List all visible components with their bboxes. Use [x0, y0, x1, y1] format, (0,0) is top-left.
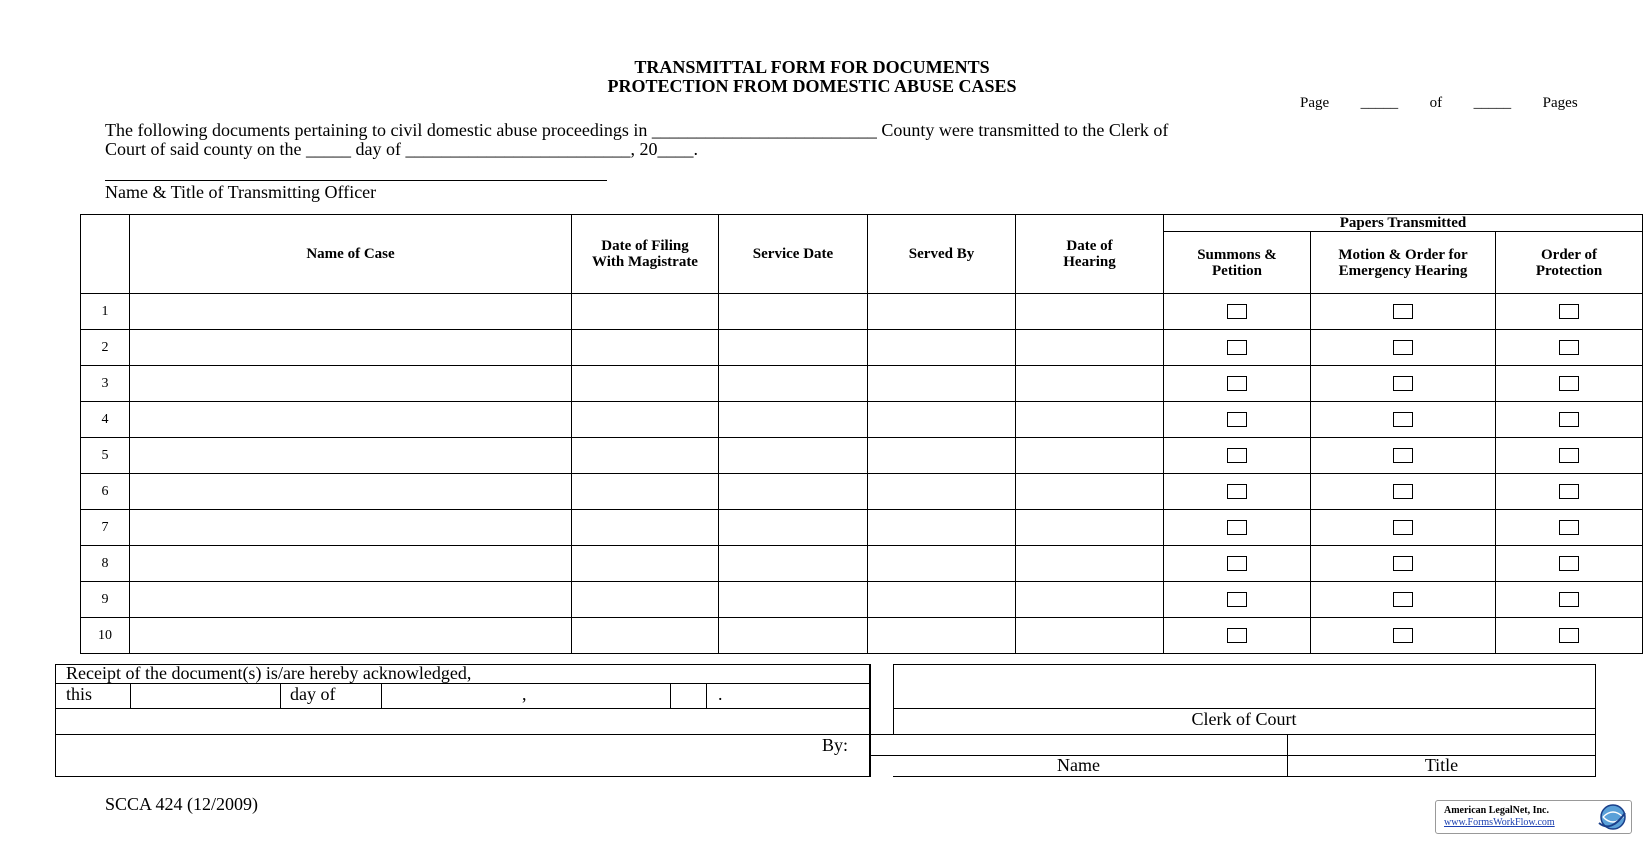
summons-petition-checkbox[interactable]: [1227, 376, 1247, 391]
filing-date-cell[interactable]: [572, 438, 719, 474]
table-row: [81, 618, 1643, 654]
hearing-date-cell[interactable]: [1016, 294, 1164, 330]
summons-petition-checkbox-cell: [1164, 366, 1311, 402]
row-number: 5: [81, 438, 130, 474]
motion-order-checkbox-cell: [1311, 582, 1496, 618]
motion-order-checkbox-cell: [1311, 294, 1496, 330]
motion-order-checkbox-cell: [1311, 510, 1496, 546]
filing-date-cell[interactable]: [572, 546, 719, 582]
motion-order-checkbox[interactable]: [1393, 376, 1413, 391]
order-of-protection-checkbox-cell: [1496, 618, 1643, 654]
row-number: 7: [81, 510, 130, 546]
service-date-cell[interactable]: [719, 294, 868, 330]
case-name-cell[interactable]: [130, 510, 572, 546]
summons-petition-checkbox-cell: [1164, 582, 1311, 618]
case-name-cell[interactable]: [130, 330, 572, 366]
transmittal-table: [80, 214, 1643, 654]
table-row: [81, 546, 1643, 582]
total-pages-blank[interactable]: _____: [1473, 95, 1512, 111]
served-by-cell[interactable]: [868, 294, 1016, 330]
order-of-protection-checkbox[interactable]: [1559, 628, 1579, 643]
service-date-cell[interactable]: [719, 546, 868, 582]
motion-order-checkbox[interactable]: [1393, 304, 1413, 319]
table-row: [81, 366, 1643, 402]
motion-order-checkbox-cell: [1311, 438, 1496, 474]
receipt-year-field[interactable]: [671, 684, 705, 708]
hearing-date-cell[interactable]: [1016, 582, 1164, 618]
papers-transmitted-header: Papers Transmitted: [1164, 215, 1643, 232]
summons-petition-checkbox-cell: [1164, 438, 1311, 474]
page-label: Page: [1300, 95, 1330, 111]
row-number: 6: [81, 474, 130, 510]
served-by-cell[interactable]: [868, 474, 1016, 510]
officer-signature-line[interactable]: [105, 180, 607, 181]
served-by-cell[interactable]: [868, 546, 1016, 582]
summons-petition-checkbox-cell: [1164, 510, 1311, 546]
day-of-label: day of: [290, 684, 336, 704]
service-date-cell[interactable]: [719, 510, 868, 546]
case-name-cell[interactable]: [130, 366, 572, 402]
row-number: 2: [81, 330, 130, 366]
form-id: SCCA 424 (12/2009): [105, 794, 259, 814]
col-order-of-protection: Order of Protection: [1496, 232, 1643, 294]
service-date-cell[interactable]: [719, 474, 868, 510]
name-label: Name: [1057, 755, 1100, 775]
served-by-cell[interactable]: [868, 582, 1016, 618]
by-label: By:: [822, 735, 849, 755]
order-of-protection-checkbox-cell: [1496, 582, 1643, 618]
summons-petition-checkbox-cell: [1164, 618, 1311, 654]
period-mark: .: [718, 684, 723, 704]
americanlegalnet-logo[interactable]: [1435, 800, 1632, 834]
motion-order-checkbox-cell: [1311, 402, 1496, 438]
motion-order-checkbox[interactable]: [1393, 412, 1413, 427]
clerk-signature-field[interactable]: [894, 665, 1594, 707]
hearing-date-cell[interactable]: [1016, 510, 1164, 546]
globe-icon: [1597, 803, 1627, 831]
service-date-cell[interactable]: [719, 330, 868, 366]
motion-order-checkbox[interactable]: [1393, 592, 1413, 607]
table-row: [81, 402, 1643, 438]
hearing-date-cell[interactable]: [1016, 402, 1164, 438]
col-date-of-hearing: Date of Hearing: [1016, 215, 1164, 294]
table-row: [81, 510, 1643, 546]
filing-date-cell[interactable]: [572, 510, 719, 546]
col-summons-petition: Summons & Petition: [1164, 232, 1311, 294]
motion-order-checkbox-cell: [1311, 330, 1496, 366]
logo-company-name: American LegalNet, Inc.: [1444, 805, 1549, 816]
filing-date-cell[interactable]: [572, 330, 719, 366]
row-number-header: [81, 215, 130, 294]
summons-petition-checkbox[interactable]: [1227, 628, 1247, 643]
page-number-blank[interactable]: _____: [1360, 95, 1399, 111]
served-by-cell[interactable]: [868, 366, 1016, 402]
service-date-cell[interactable]: [719, 438, 868, 474]
filing-date-cell[interactable]: [572, 582, 719, 618]
clerk-of-court-label: Clerk of Court: [1191, 709, 1297, 729]
summons-petition-checkbox[interactable]: [1227, 412, 1247, 427]
col-date-of-filing: Date of Filing With Magistrate: [572, 215, 719, 294]
col-motion-order: Motion & Order for Emergency Hearing: [1311, 232, 1496, 294]
row-number: 9: [81, 582, 130, 618]
service-date-cell[interactable]: [719, 402, 868, 438]
order-of-protection-checkbox-cell: [1496, 474, 1643, 510]
hearing-date-cell[interactable]: [1016, 438, 1164, 474]
acknowledgement-text: Receipt of the document(s) is/are hereby acknowledged,: [66, 663, 472, 683]
filing-date-cell[interactable]: [572, 402, 719, 438]
pages-label: Pages: [1542, 95, 1578, 111]
summons-petition-checkbox[interactable]: [1227, 484, 1247, 499]
summons-petition-checkbox-cell: [1164, 330, 1311, 366]
served-by-cell[interactable]: [868, 402, 1016, 438]
receipt-month-field[interactable]: [382, 684, 669, 708]
this-label: this: [66, 684, 93, 704]
motion-order-checkbox[interactable]: [1393, 340, 1413, 355]
motion-order-checkbox[interactable]: [1393, 556, 1413, 571]
summons-petition-checkbox[interactable]: [1227, 520, 1247, 535]
col-service-date: Service Date: [719, 215, 868, 294]
summons-petition-checkbox-cell: [1164, 402, 1311, 438]
order-of-protection-checkbox-cell: [1496, 330, 1643, 366]
table-row: [81, 294, 1643, 330]
form-title-line-1: TRANSMITTAL FORM FOR DOCUMENTS: [634, 57, 990, 77]
by-name-field[interactable]: [870, 735, 1286, 754]
order-of-protection-checkbox-cell: [1496, 366, 1643, 402]
summons-petition-checkbox-cell: [1164, 294, 1311, 330]
filing-date-cell[interactable]: [572, 294, 719, 330]
intro-line-1: The following documents pertaining to civil domestic abuse proceedings in _________________________ County were transmitted to the Clerk of: [105, 120, 1169, 140]
filing-date-cell[interactable]: [572, 474, 719, 510]
order-of-protection-checkbox[interactable]: [1559, 340, 1579, 355]
officer-label: Name & Title of Transmitting Officer: [105, 182, 377, 202]
order-of-protection-checkbox-cell: [1496, 510, 1643, 546]
order-of-protection-checkbox[interactable]: [1559, 304, 1579, 319]
receipt-day-field[interactable]: [131, 684, 279, 708]
summons-petition-checkbox[interactable]: [1227, 556, 1247, 571]
col-served-by: Served By: [868, 215, 1016, 294]
case-name-cell[interactable]: [130, 582, 572, 618]
hearing-date-cell[interactable]: [1016, 330, 1164, 366]
filing-date-cell[interactable]: [572, 366, 719, 402]
case-name-cell[interactable]: [130, 438, 572, 474]
page-count-line: [1300, 95, 1578, 112]
row-number: 3: [81, 366, 130, 402]
comma-mark: ,: [522, 684, 527, 704]
row-number: 8: [81, 546, 130, 582]
hearing-date-cell[interactable]: [1016, 474, 1164, 510]
order-of-protection-checkbox[interactable]: [1559, 520, 1579, 535]
summons-petition-checkbox[interactable]: [1227, 340, 1247, 355]
order-of-protection-checkbox-cell: [1496, 438, 1643, 474]
service-date-cell[interactable]: [719, 618, 868, 654]
summons-petition-checkbox[interactable]: [1227, 304, 1247, 319]
motion-order-checkbox[interactable]: [1393, 448, 1413, 463]
row-number: 4: [81, 402, 130, 438]
table-row: [81, 438, 1643, 474]
order-of-protection-checkbox-cell: [1496, 402, 1643, 438]
order-of-protection-checkbox[interactable]: [1559, 484, 1579, 499]
order-of-protection-checkbox[interactable]: [1559, 448, 1579, 463]
motion-order-checkbox[interactable]: [1393, 484, 1413, 499]
table-row: [81, 582, 1643, 618]
order-of-protection-checkbox[interactable]: [1559, 592, 1579, 607]
case-name-cell[interactable]: [130, 402, 572, 438]
served-by-cell[interactable]: [868, 618, 1016, 654]
order-of-protection-checkbox-cell: [1496, 546, 1643, 582]
served-by-cell[interactable]: [868, 330, 1016, 366]
of-label: of: [1429, 95, 1443, 111]
service-date-cell[interactable]: [719, 582, 868, 618]
order-of-protection-checkbox-cell: [1496, 294, 1643, 330]
logo-website-link[interactable]: www.FormsWorkFlow.com: [1444, 817, 1555, 828]
intro-line-2: Court of said county on the _____ day of _________________________, 20____.: [105, 139, 698, 159]
hearing-date-cell[interactable]: [1016, 618, 1164, 654]
table-row: [81, 330, 1643, 366]
served-by-cell[interactable]: [868, 510, 1016, 546]
by-title-field[interactable]: [1288, 735, 1594, 754]
title-label: Title: [1424, 755, 1459, 775]
summons-petition-checkbox[interactable]: [1227, 592, 1247, 607]
motion-order-checkbox[interactable]: [1393, 628, 1413, 643]
service-date-cell[interactable]: [719, 366, 868, 402]
hearing-date-cell[interactable]: [1016, 366, 1164, 402]
motion-order-checkbox-cell: [1311, 546, 1496, 582]
row-number: 1: [81, 294, 130, 330]
hearing-date-cell[interactable]: [1016, 546, 1164, 582]
summons-petition-checkbox[interactable]: [1227, 448, 1247, 463]
case-name-cell[interactable]: [130, 546, 572, 582]
case-name-cell[interactable]: [130, 294, 572, 330]
motion-order-checkbox-cell: [1311, 366, 1496, 402]
order-of-protection-checkbox[interactable]: [1559, 556, 1579, 571]
row-number: 10: [81, 618, 130, 654]
summons-petition-checkbox-cell: [1164, 546, 1311, 582]
summons-petition-checkbox-cell: [1164, 474, 1311, 510]
case-name-cell[interactable]: [130, 474, 572, 510]
col-name-of-case: Name of Case: [130, 215, 572, 294]
table-row: [81, 474, 1643, 510]
filing-date-cell[interactable]: [572, 618, 719, 654]
motion-order-checkbox-cell: [1311, 618, 1496, 654]
order-of-protection-checkbox[interactable]: [1559, 412, 1579, 427]
motion-order-checkbox[interactable]: [1393, 520, 1413, 535]
served-by-cell[interactable]: [868, 438, 1016, 474]
form-title-line-2: PROTECTION FROM DOMESTIC ABUSE CASES: [607, 76, 1017, 96]
motion-order-checkbox-cell: [1311, 474, 1496, 510]
order-of-protection-checkbox[interactable]: [1559, 376, 1579, 391]
case-name-cell[interactable]: [130, 618, 572, 654]
